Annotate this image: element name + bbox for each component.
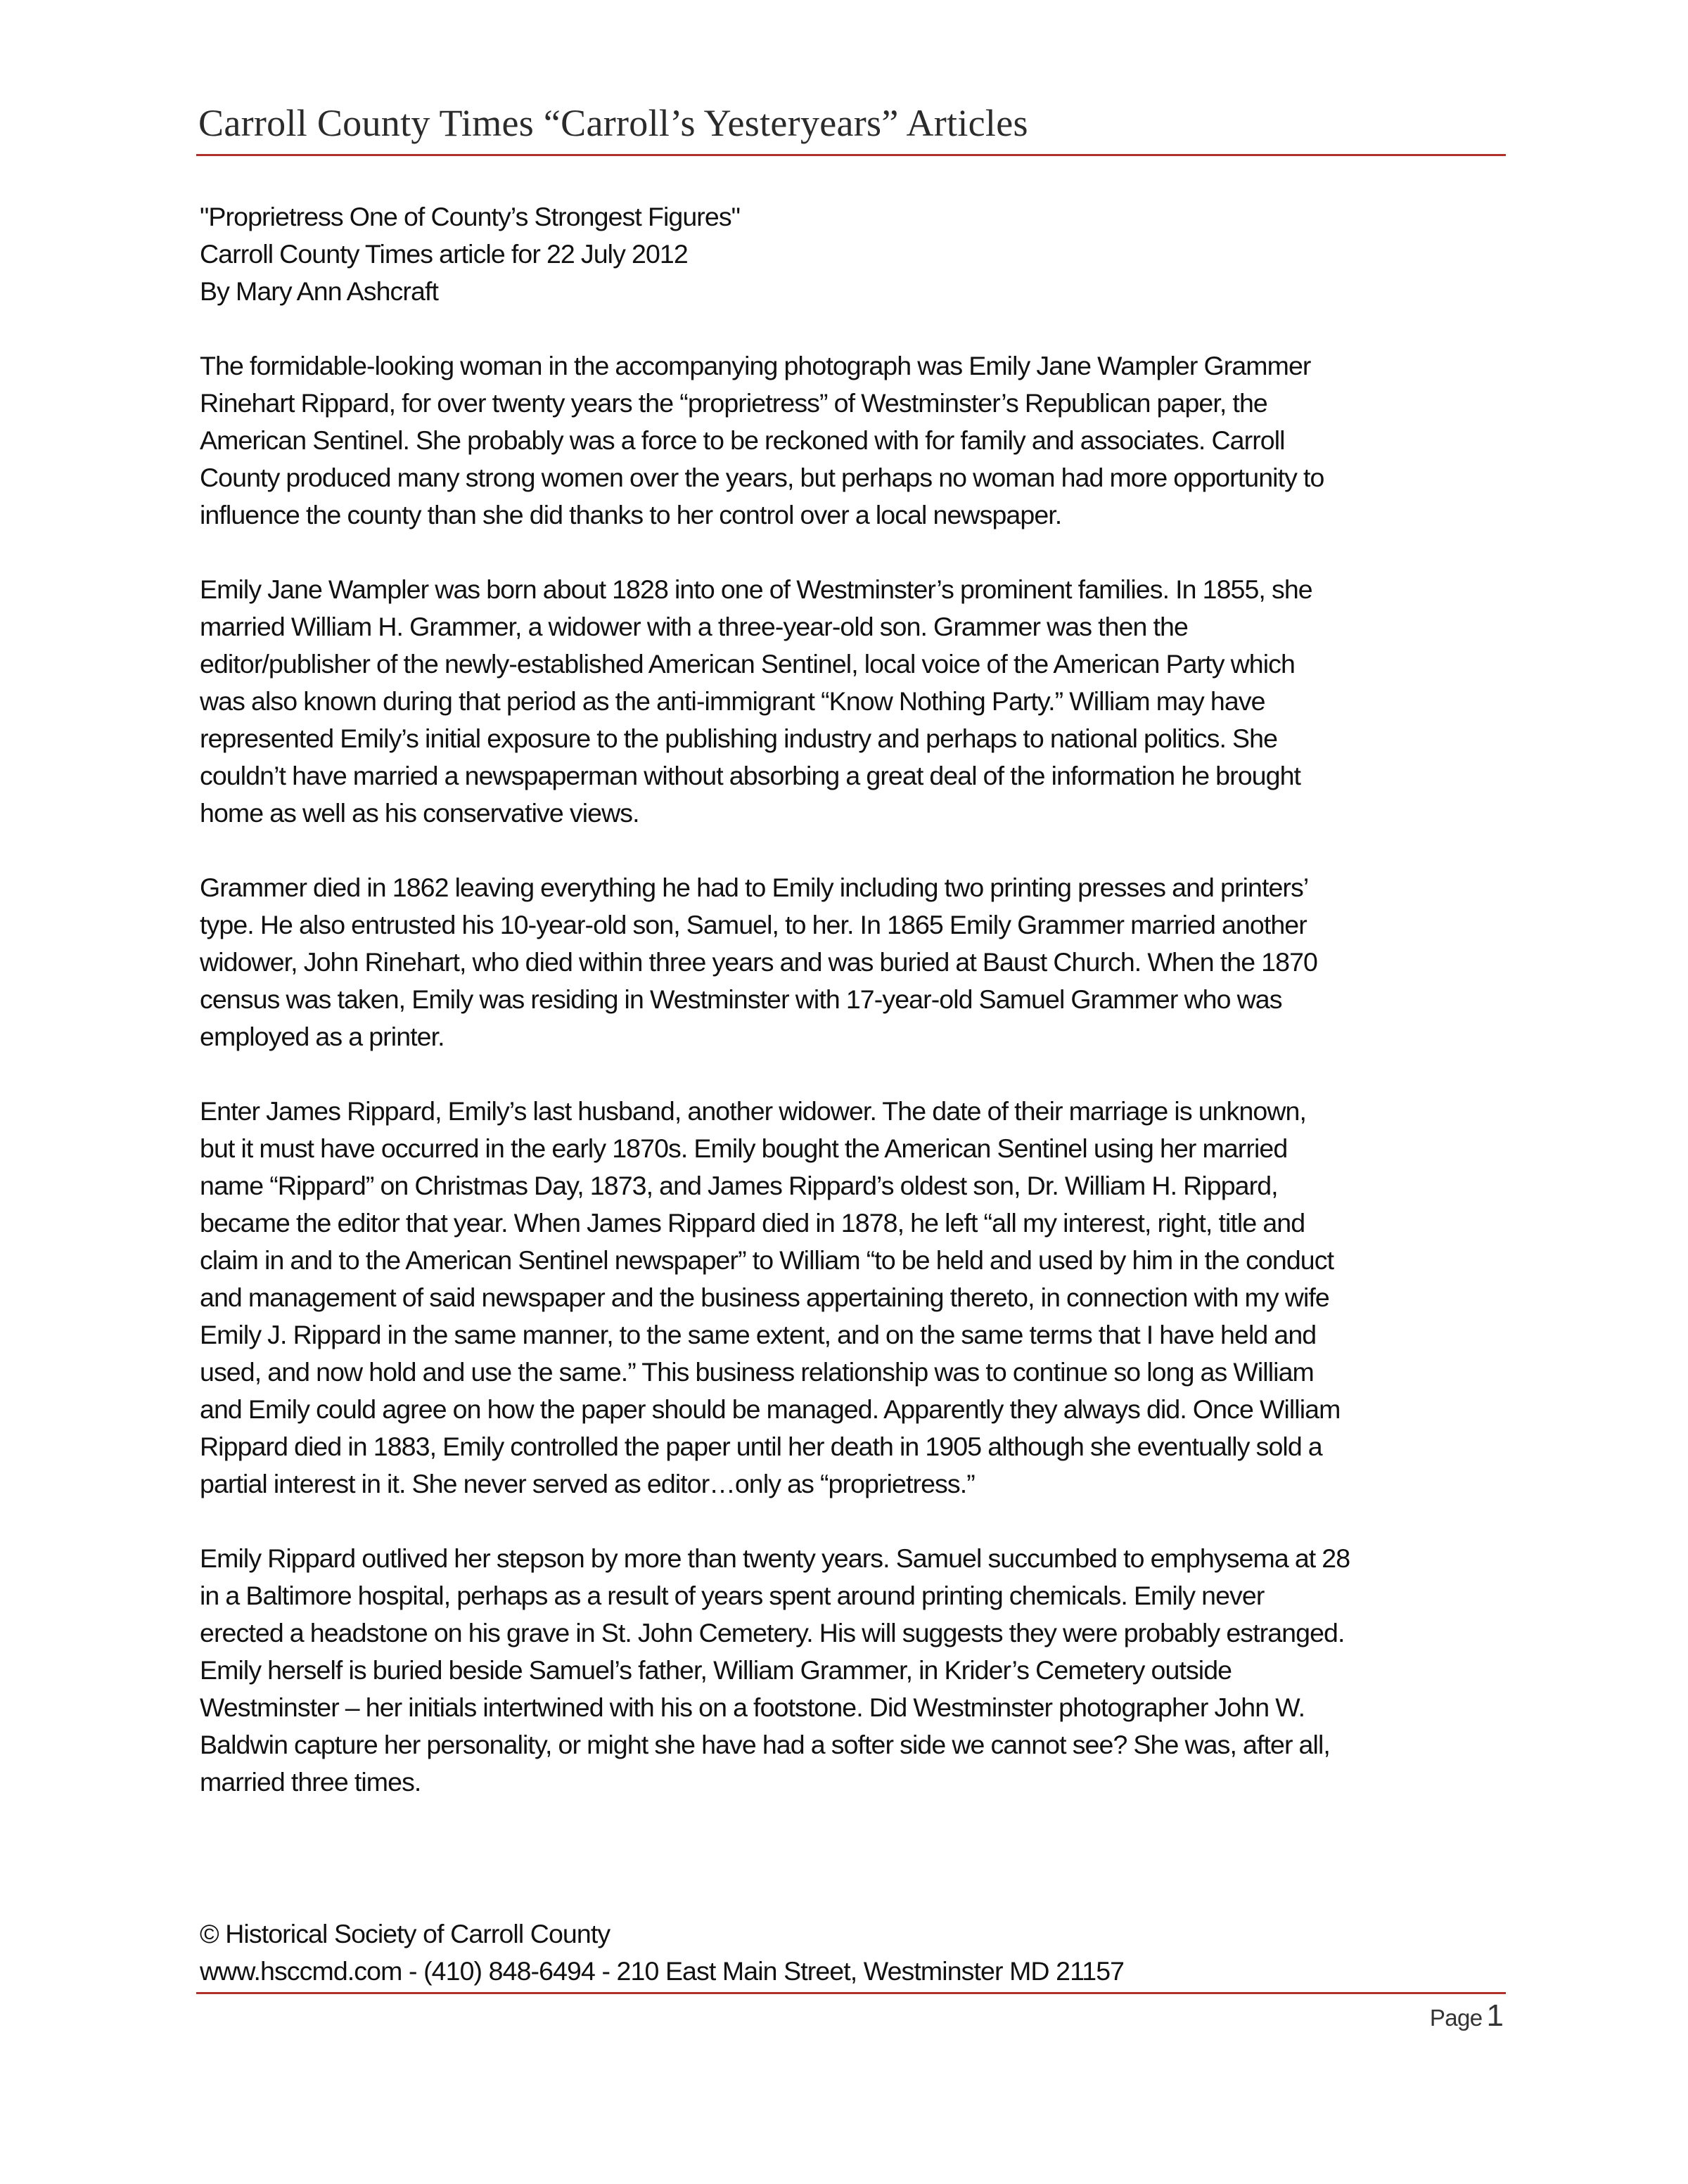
text-line: in a Baltimore hospital, perhaps as a result of years spent around printing chemicals. Emily never (200, 1581, 1265, 1610)
page-label: Page (1429, 2005, 1483, 2031)
text-line: erected a headstone on his grave in St. John Cemetery. His will suggests they were probably estranged. (200, 1618, 1345, 1647)
text-line: Rippard died in 1883, Emily controlled the paper until her death in 1905 although she eventually sold a (200, 1432, 1322, 1461)
text-line: Baldwin capture her personality, or might she have had a softer side we cannot see? She was, after all, (200, 1730, 1330, 1759)
text-line: influence the county than she did thanks to her control over a local newspaper. (200, 500, 1062, 529)
text-line: claim in and to the American Sentinel newspaper” to William “to be held and used by him in the conduct (200, 1245, 1334, 1275)
paragraph-3 (200, 869, 1536, 1055)
footer-rule (196, 1992, 1506, 1994)
copyright-line: © Historical Society of Carroll County (200, 1919, 610, 1948)
byline: By Mary Ann Ashcraft (200, 276, 438, 306)
text-line: Emily J. Rippard in the same manner, to the same extent, and on the same terms that I have held and (200, 1320, 1317, 1349)
text-line: but it must have occurred in the early 1870s. Emily bought the American Sentinel using her married (200, 1133, 1288, 1163)
text-line: became the editor that year. When James Rippard died in 1878, he left “all my interest, right, title and (200, 1208, 1305, 1238)
article-headline: "Proprietress One of County’s Strongest Figures" (200, 202, 741, 231)
text-line: Enter James Rippard, Emily’s last husband, another widower. The date of their marriage is unknown, (200, 1096, 1307, 1126)
text-line: American Sentinel. She probably was a force to be reckoned with for family and associates. Carroll (200, 425, 1285, 455)
running-header-title: Carroll County Times “Carroll’s Yesteryears” Articles (198, 102, 1028, 144)
text-line: The formidable-looking woman in the accompanying photograph was Emily Jane Wampler Grammer (200, 351, 1311, 380)
text-line: name “Rippard” on Christmas Day, 1873, and James Rippard’s oldest son, Dr. William H. Rippard, (200, 1171, 1278, 1200)
text-line: home as well as his conservative views. (200, 798, 639, 828)
text-line: married three times. (200, 1767, 421, 1797)
header-rule (196, 154, 1506, 156)
text-line: was also known during that period as the anti-immigrant “Know Nothing Party.” William may have (200, 686, 1265, 716)
contact-line (200, 1953, 1124, 1990)
paragraph-4 (200, 1093, 1536, 1503)
publication-line: Carroll County Times article for 22 July 2012 (200, 239, 688, 269)
text-line: census was taken, Emily was residing in Westminster with 17-year-old Samuel Grammer who was (200, 984, 1282, 1014)
text-line: Emily herself is buried beside Samuel’s father, William Grammer, in Krider’s Cemetery outside (200, 1655, 1232, 1685)
text-line: type. He also entrusted his 10-year-old son, Samuel, to her. In 1865 Emily Grammer married another (200, 910, 1307, 939)
text-line: used, and now hold and use the same.” This business relationship was to continue so long as William (200, 1357, 1314, 1387)
text-line: Emily Rippard outlived her stepson by more than twenty years. Samuel succumbed to emphysema at 28 (200, 1543, 1350, 1573)
website-link[interactable]: www.hsccmd.com (200, 1956, 402, 1986)
text-line: partial interest in it. She never served as editor…only as “proprietress.” (200, 1469, 975, 1498)
text-line: widower, John Rinehart, who died within three years and was buried at Baust Church. When the 1870 (200, 947, 1317, 977)
page-footer (200, 1915, 1124, 1990)
text-line: represented Emily’s initial exposure to the publishing industry and perhaps to national politics. She (200, 724, 1278, 753)
text-line: and management of said newspaper and the business appertaining thereto, in connection with my wife (200, 1283, 1329, 1312)
paragraph-1 (200, 347, 1536, 534)
text-line: County produced many strong women over the years, but perhaps no woman had more opportunity to (200, 463, 1324, 492)
page-number-value: 1 (1486, 1998, 1504, 2033)
text-line: editor/publisher of the newly-established American Sentinel, local voice of the American Party which (200, 649, 1295, 679)
page-number (1430, 1998, 1504, 2034)
text-line: Rinehart Rippard, for over twenty years the “proprietress” of Westminster’s Republican paper, the (200, 388, 1267, 418)
text-line: and Emily could agree on how the paper should be managed. Apparently they always did. Once William (200, 1394, 1341, 1424)
text-line: employed as a printer. (200, 1022, 445, 1051)
contact-details: - (410) 848-6494 - 210 East Main Street, Westminster MD 21157 (402, 1956, 1125, 1986)
text-line: married William H. Grammer, a widower with a three-year-old son. Grammer was then the (200, 612, 1188, 641)
text-line: Emily Jane Wampler was born about 1828 into one of Westminster’s prominent families. In 1855, she (200, 574, 1312, 604)
paragraph-2 (200, 571, 1536, 832)
text-line: couldn’t have married a newspaperman without absorbing a great deal of the information he brought (200, 761, 1301, 790)
text-line: Grammer died in 1862 leaving everything he had to Emily including two printing presses and printers’ (200, 873, 1309, 902)
article-body (200, 198, 1536, 1801)
text-line: Westminster – her initials intertwined with his on a footstone. Did Westminster photographer John W. (200, 1692, 1305, 1722)
paragraph-5 (200, 1540, 1536, 1801)
